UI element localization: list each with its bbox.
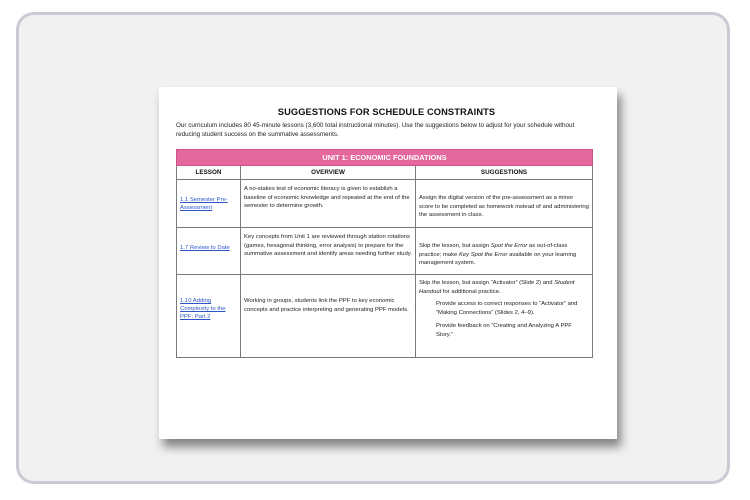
overview-cell: Key concepts from Unit 1 are reviewed through station rotations (games, hexagonal thinking, error analysis) to prepare for the summative assessment and identify areas needing further study.: [241, 228, 416, 275]
table-row: [177, 180, 593, 228]
lesson-cell: [177, 228, 241, 275]
overview-cell: A no-stakes test of economic literacy is given to establish a baseline of economic knowledge and repeated at the end of the semester to determine growth.: [241, 180, 416, 228]
suggestion-text: [419, 279, 589, 296]
overview-cell: Working in groups, students link the PPF to key economic concepts and practice interpreting and generating PPF models.: [241, 275, 416, 358]
table-row: [177, 228, 593, 275]
column-header-overview: OVERVIEW: [241, 166, 416, 180]
lesson-link-review-to-date[interactable]: 1.7 Review to Date: [180, 245, 230, 251]
suggestion-text-start: Skip the lesson, but assign “Activator” (Slide 2) and: [419, 280, 553, 286]
suggestion-emphasis: Student Handout: [419, 280, 575, 295]
column-header-suggestions: SUGGESTIONS: [416, 166, 593, 180]
schedule-table: [176, 149, 593, 358]
suggestion-emphasis: Spot the Error: [490, 243, 528, 249]
suggestion-cell: [416, 275, 593, 358]
lesson-link-adding-complexity[interactable]: 1.10 Adding Complexity to the PPF: Part 2: [180, 298, 226, 320]
suggestion-cell: [416, 228, 593, 275]
unit-header-row: [177, 150, 593, 166]
suggestion-subitem: Provide feedback on “Creating and Analyzing A PPF Story.”: [436, 323, 572, 338]
lesson-cell: [177, 275, 241, 358]
suggestion-cell: Assign the digital version of the pre-assessment as a minor score to be completed as homework instead of and administering the assessment in class.: [416, 180, 593, 228]
suggestion-text: Skip the lesson, but assign: [419, 243, 490, 249]
suggestion-text: as out-of-class practice; make: [419, 243, 568, 258]
suggestion-subitem: Provide access to correct responses to “Activator” and “Making Connections” (Slides 2, 4–9).: [436, 301, 578, 316]
suggestion-text: available on your learning management system.: [419, 251, 577, 266]
lesson-cell: [177, 180, 241, 228]
intro-paragraph: Our curriculum includes 80 45-minute lessons (3,600 total instructional minutes). Use the suggestions below to adjust for your schedule without reducing student success on the summative assessments.: [176, 122, 575, 138]
column-header-row: [177, 166, 593, 180]
unit-title: UNIT 1: ECONOMIC FOUNDATIONS: [177, 150, 593, 166]
suggestion-emphasis: Key Spot the Error: [458, 251, 508, 258]
suggestion-text-end: for additional practice.: [442, 288, 501, 295]
page-title: SUGGESTIONS FOR SCHEDULE CONSTRAINTS: [277, 107, 496, 117]
viewer-frame: [16, 12, 730, 484]
column-header-lesson: LESSON: [177, 166, 241, 180]
document-page: [159, 87, 617, 439]
table-row: [177, 275, 593, 358]
lesson-link-pre-assessment[interactable]: 1.1 Semester Pre-Assessment: [180, 197, 228, 211]
